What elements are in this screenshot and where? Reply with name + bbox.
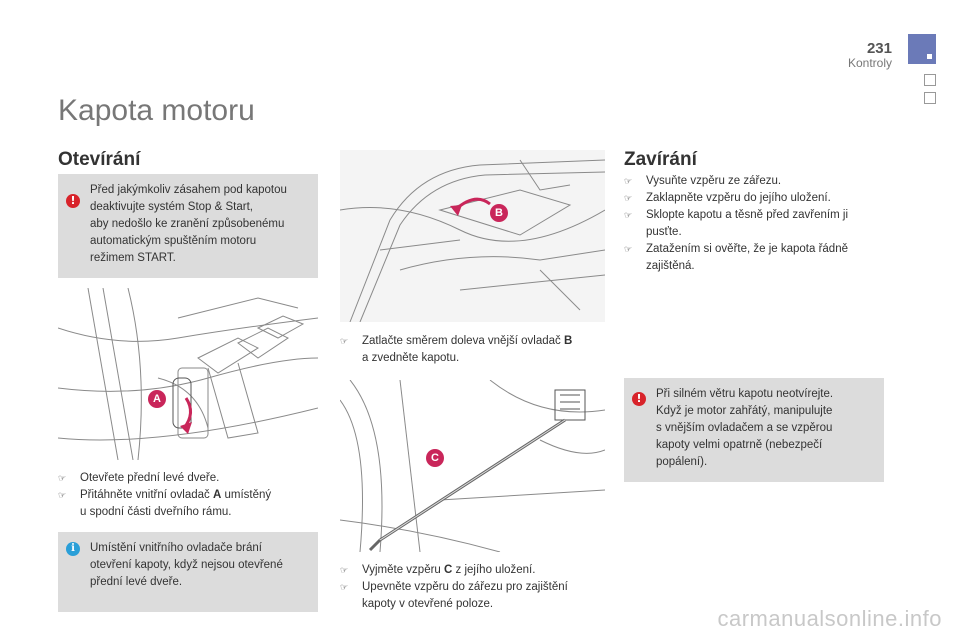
list-item [624,190,886,207]
closing-warning-box [624,378,884,482]
step-bold: A [212,489,222,501]
step-text: Zaklapněte vzpěru do jejího uložení. [646,192,831,204]
list-item [624,241,886,275]
illustration-exterior-lever [340,150,605,322]
warning-line: popálení). [656,456,708,468]
info-line: otevření kapoty, když nejsou otevřené [90,559,283,571]
exterior-lever-drawing [340,150,605,322]
arrow-bullet-icon: ☞ [58,490,67,500]
list-item [624,173,886,190]
list-item [624,207,886,241]
warning-line: režimem START. [90,252,176,264]
info-icon: i [66,542,80,556]
marker-c: C [426,449,444,467]
illustration-prop-rod [340,380,605,552]
list-item [58,470,320,487]
warning-line: Při silném větru kapotu neotvírejte. [656,388,834,400]
warning-line: Před jakýmkoliv zásahem pod kapotou [90,184,287,196]
step-text: Otevřete přední levé dveře. [80,472,220,484]
marker-b: B [490,204,508,222]
warning-line: deaktivujte systém Stop & Start, [90,201,253,213]
warning-line: s vnějším ovladačem a se vzpěrou [656,422,833,434]
arrow-bullet-icon: ☞ [624,244,633,254]
step-bold: C [444,564,453,576]
middle-steps-2 [340,562,610,613]
closing-heading: Zavírání [624,149,697,170]
warning-line: kapoty velmi opatrně (nebezpečí [656,439,823,451]
exclamation-icon: ! [632,392,646,406]
page-number: 231 [866,40,892,57]
section-name: Kontroly [847,56,892,70]
arrow-bullet-icon: ☞ [58,473,67,483]
warning-line: automatickým spuštěním motoru [90,235,257,247]
arrow-bullet-icon: ☞ [340,565,349,575]
page-title: Kapota motoru [58,94,255,127]
step-text: kapoty v otevřené poloze. [362,598,494,610]
opening-steps [58,470,320,521]
step-text: umístěný [221,489,272,501]
info-line: přední levé dveře. [90,576,183,588]
exclamation-icon: ! [66,194,80,208]
step-text: Upevněte vzpěru do zářezu pro zajištění [362,581,568,593]
step-text: z jejího uložení. [452,564,536,576]
watermark: carmanualsonline.info [717,606,942,631]
step-bold: B [563,335,573,347]
step-text: a zvedněte kapotu. [362,352,460,364]
section-tab [924,74,936,86]
step-text: Vysuňte vzpěru ze zářezu. [646,175,782,187]
step-text: zajištěná. [646,260,695,272]
arrow-bullet-icon: ☞ [340,582,349,592]
arrow-bullet-icon: ☞ [624,176,633,186]
step-text: pusťte. [646,226,682,238]
interior-lever-drawing [58,288,318,460]
section-tab-active [908,34,936,64]
step-text: u spodní části dveřního rámu. [80,506,232,518]
prop-rod-drawing [340,380,605,552]
illustration-interior-lever [58,288,318,460]
step-text: Vyjměte vzpěru [362,564,445,576]
step-text: Sklopte kapotu a těsně před zavřením ji [646,209,849,221]
arrow-bullet-icon: ☞ [624,210,633,220]
list-item [340,333,605,367]
middle-steps-1 [340,333,605,367]
opening-heading: Otevírání [58,149,141,170]
step-text: Zatlačte směrem doleva vnější ovladač [362,335,564,347]
opening-warning-box [58,174,318,278]
arrow-bullet-icon: ☞ [624,193,633,203]
closing-steps [624,173,886,275]
list-item [340,579,610,613]
section-tab [924,92,936,104]
opening-info-box [58,532,318,612]
warning-line: aby nedošlo ke zranění způsobenému [90,218,285,230]
step-text: Přitáhněte vnitřní ovladač [80,489,213,501]
list-item [340,562,610,579]
info-line: Umístění vnitřního ovladače brání [90,542,262,554]
marker-a: A [148,390,166,408]
arrow-bullet-icon: ☞ [340,336,349,346]
list-item [58,487,320,521]
warning-line: Když je motor zahřátý, manipulujte [656,405,833,417]
step-text: Zatažením si ověřte, že je kapota řádně [646,243,848,255]
